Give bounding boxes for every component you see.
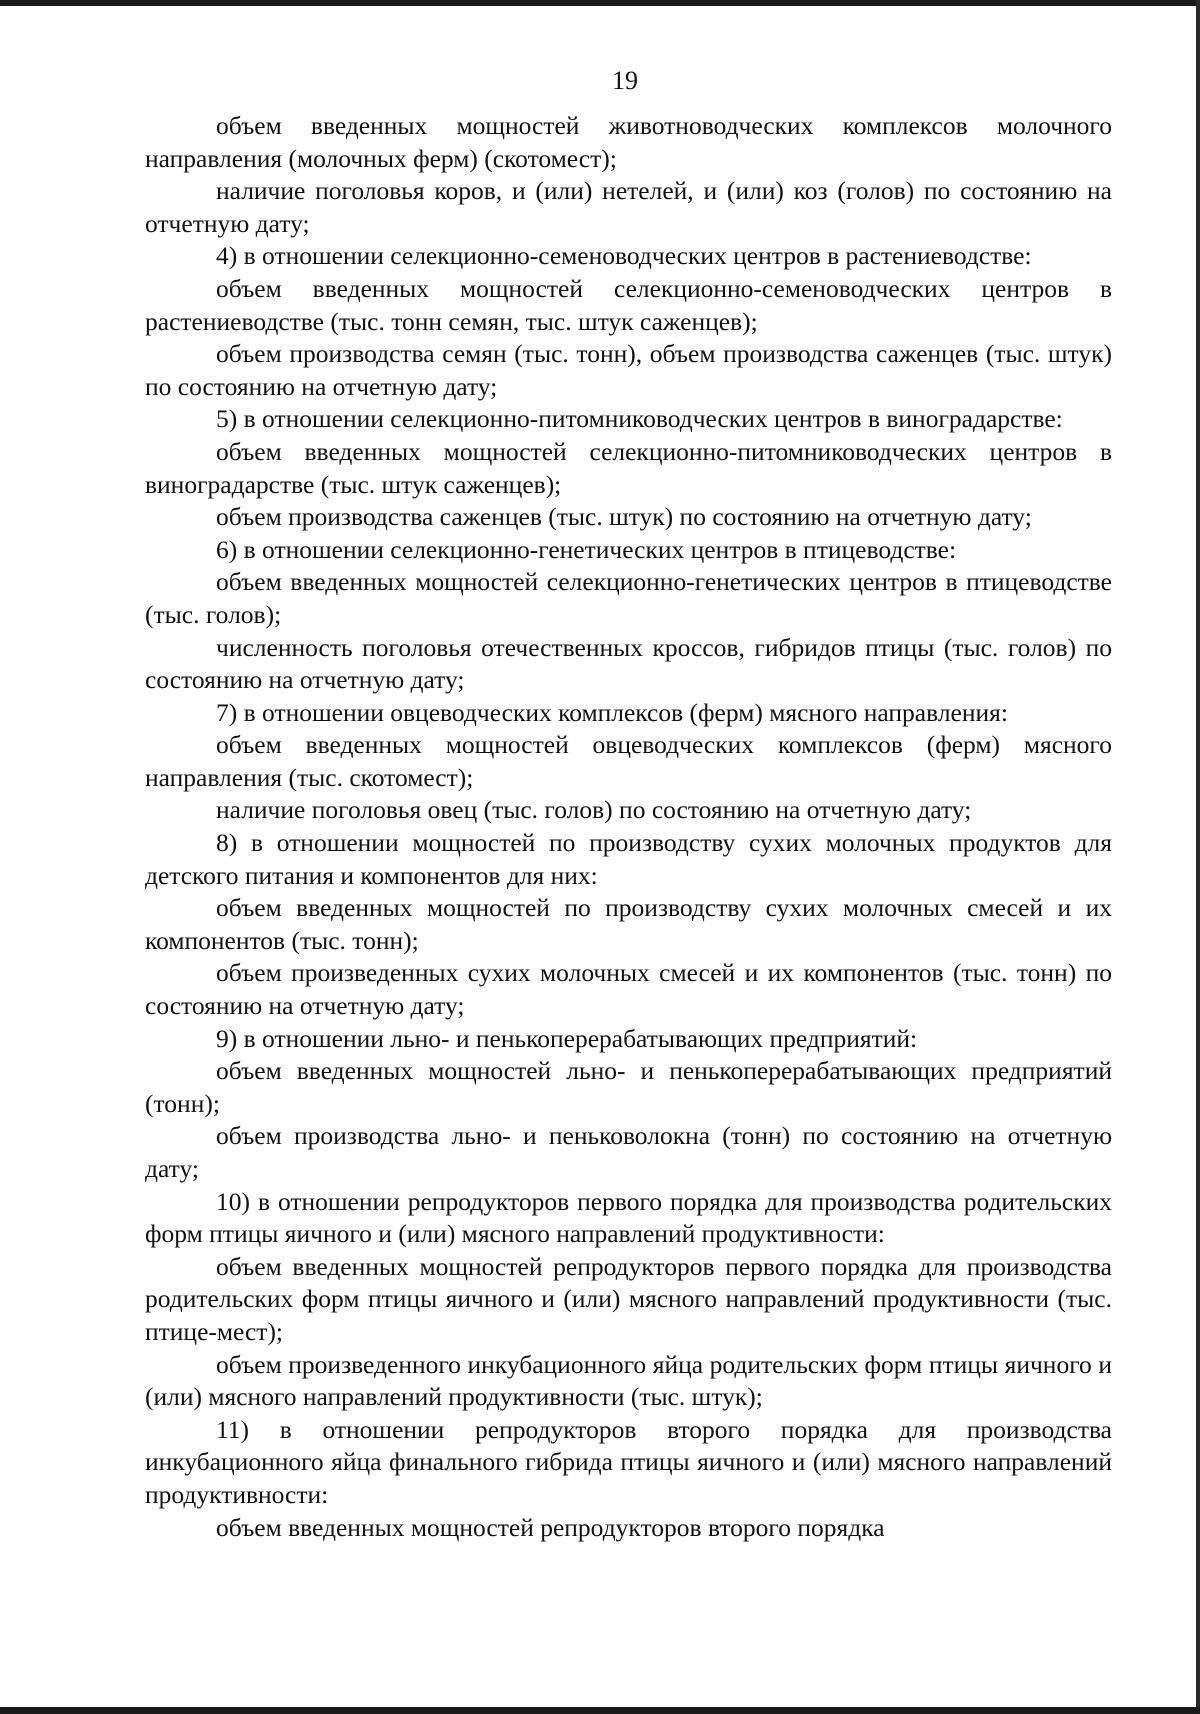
paragraph: объем производства льно- и пеньковолокна (тонн) по состоянию на отчетную дату; (145, 1121, 1112, 1183)
page-number: 19 (612, 66, 638, 95)
paragraph: объем введенных мощностей селекционно-генетических центров в птицеводстве (тыс. голов); (145, 567, 1112, 629)
paragraph: 4) в отношении селекционно-семеноводческих центров в растениеводстве: (216, 241, 1032, 271)
paragraph: объем введенных мощностей селекционно-питомниководческих центров в виноградарстве (тыс. штук саженцев); (145, 436, 1112, 499)
paragraph: наличие поголовья коров, и (или) нетелей, и (или) коз (голов) по состоянию на отчетную дату; (145, 176, 1112, 238)
document-body (145, 110, 1112, 1544)
paragraph: наличие поголовья овец (тыс. голов) по состоянию на отчетную дату; (216, 795, 972, 825)
paragraph: 5) в отношении селекционно-питомниководческих центров в виноградарстве: (216, 404, 1063, 434)
paragraph: объем введенных мощностей селекционно-семеноводческих центров в растениеводстве (тыс. тонн семян, тыс. штук саженцев); (145, 273, 1112, 336)
paragraph: 7) в отношении овцеводческих комплексов (ферм) мясного направления: (216, 697, 1008, 727)
paragraph: 11) в отношении репродукторов второго порядка для производства инкубационного яйца финального гибрида птицы яичного и (или) мясного направлений продуктивности: (145, 1414, 1112, 1509)
scan-edge-bottom (0, 1707, 1200, 1714)
paragraph: численность поголовья отечественных кроссов, гибридов птицы (тыс. голов) по состоянию на отчетную дату; (145, 632, 1112, 695)
scan-edge-right (1196, 0, 1200, 1714)
paragraph: объем производства саженцев (тыс. штук) по состоянию на отчетную дату; (216, 502, 1032, 532)
paragraph: объем введенных мощностей репродукторов первого порядка для производства родительских форм птицы яичного и (или) мясного направлений продуктивности (тыс. птице-мест); (145, 1251, 1112, 1346)
paragraph: объем введенных мощностей овцеводческих комплексов (ферм) мясного направления (тыс. скотомест); (145, 730, 1112, 792)
paragraph: объем производства семян (тыс. тонн), объем производства саженцев (тыс. штук) по состоянию на отчетную дату; (145, 339, 1112, 401)
paragraph: 9) в отношении льно- и пенькоперерабатывающих предприятий: (216, 1023, 918, 1053)
paragraph: 6) в отношении селекционно-генетических центров в птицеводстве: (216, 534, 957, 564)
paragraph: объем произведенного инкубационного яйца родительских форм птицы яичного и (или) мясного направлений продуктивности (тыс. штук); (145, 1349, 1112, 1412)
paragraph: 8) в отношении мощностей по производству сухих молочных продуктов для детского питания и компонентов для них: (145, 828, 1112, 890)
paragraph: объем произведенных сухих молочных смесей и их компонентов (тыс. тонн) по состоянию на отчетную дату; (145, 958, 1112, 1021)
paragraph: объем введенных мощностей репродукторов второго порядка (216, 1512, 885, 1542)
paragraph: 10) в отношении репродукторов первого порядка для производства родительских форм птицы яичного и (или) мясного направлений продуктивности: (145, 1186, 1112, 1249)
paragraph: объем введенных мощностей животноводческих комплексов молочного направления (молочных ферм) (скотомест); (145, 111, 1112, 173)
paragraph: объем введенных мощностей по производству сухих молочных смесей и их компонентов (тыс. тонн); (145, 893, 1112, 955)
scan-edge-top (0, 0, 1200, 6)
paragraph: объем введенных мощностей льно- и пенькоперерабатывающих предприятий (тонн); (145, 1056, 1112, 1118)
